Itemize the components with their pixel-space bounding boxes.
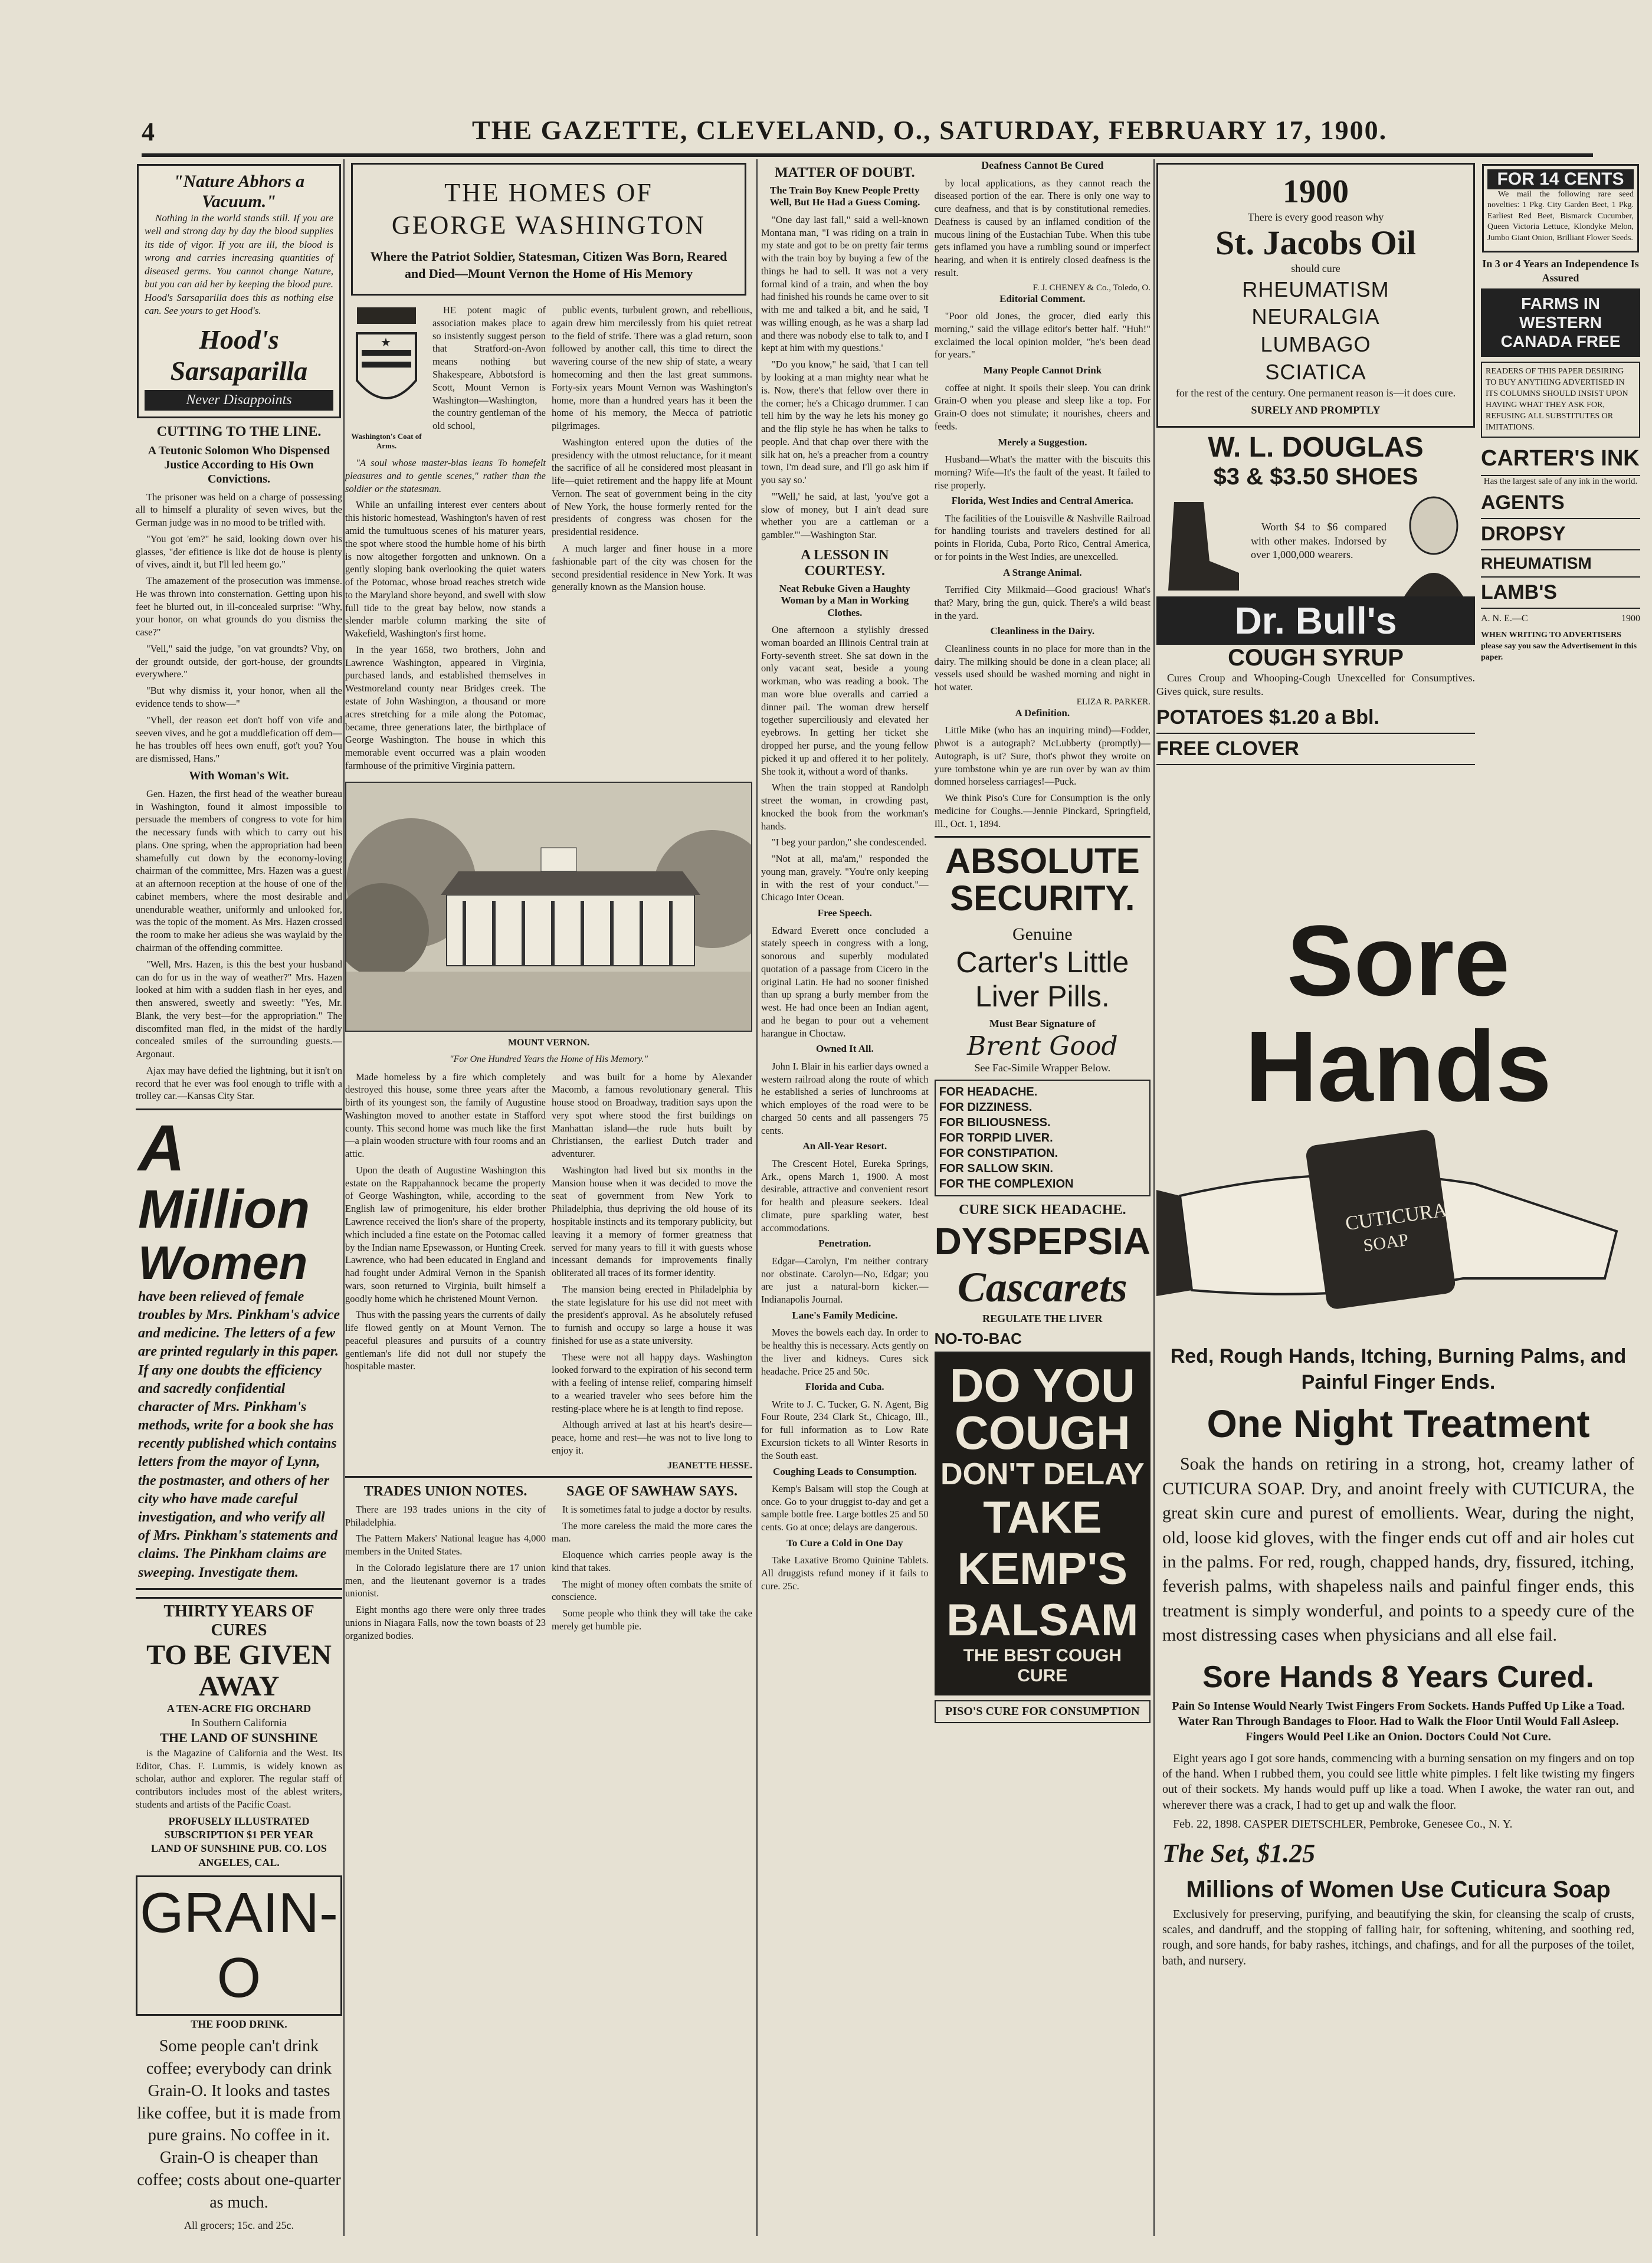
homes-title-line-2: GEORGE WASHINGTON: [391, 211, 706, 240]
genuine-line: Genuine: [1012, 924, 1073, 944]
anc-year: 1900: [1621, 613, 1640, 624]
item-head: Penetration.: [818, 1238, 871, 1249]
mount-vernon-image: [346, 783, 752, 1031]
readers-notice: READERS OF THIS PAPER DESIRING TO BUY ANYTHING ADVERTISED IN ITS COLUMNS SHOULD INSIST UPON HAVING WHAT THEY ASK FOR, REFUSING ALL SUBSTITUTES OR IMITATIONS.: [1481, 362, 1640, 438]
sage-item: The more careless the maid the more cares the man.: [552, 1520, 752, 1544]
article-paragraph: "A soul whose master-bias leans To homefelt pleasures and to gentle scenes," rather than the soldier or the statesman.: [345, 457, 546, 494]
land-sunshine-body: is the Magazine of California and the West. Its Editor, Chas. F. Lummis, is widely known as scholar, author and explorer. The regular staff of contributors includes most of the ablest writers, students and artists of the Pacific Coast.: [136, 1747, 342, 1810]
article-paragraph: The mansion being erected in Philadelphia by the state legislature for his use did not meet with the president's approval. As he absolutely refused to furnish and occupy so large a house it was finished for use as a state university.: [552, 1283, 752, 1346]
item-body: Husband—What's the matter with the biscuits this morning? Wife—It's the fault of the yeast. It failed to rise properly.: [934, 454, 1150, 491]
item-body: Cleanliness counts in no place for more than in the dairy. The milking should be done in a clean place; all vessels used should be washed morning and night in hot water.: [934, 642, 1150, 693]
clover-ad: FREE CLOVER: [1156, 734, 1475, 765]
homes-title-line-1: THE HOMES OF: [444, 178, 653, 207]
article-paragraph: One afternoon a stylishly dressed woman boarded an Illinois Central train at Forty-seventh street. She sat down in the only vacant seat, beside a young workman, who was reading a book. The man wore blue overalls and carried a dinner pail. The woman drew herself together superciliously and elevated her eyebrows. In getting her ticket she dropped her purse, and the young fellow picked it up and offered it to her politely. She took it, without a word of thanks.: [761, 624, 929, 777]
page-number: 4: [142, 117, 155, 146]
item-head: Free Speech.: [817, 907, 872, 919]
item-body: Moves the bowels each day. In order to be healthy this is necessary. Acts gently on the liver and kidneys. Cures sick headache. Price 25 and 50c.: [761, 1327, 929, 1377]
sage-headline: SAGE OF SAWHAW SAYS.: [566, 1483, 738, 1499]
column-rule: [756, 159, 758, 2236]
article-subhead: Neat Rebuke Given a Haughty Woman by a Man in Working Clothes.: [779, 582, 910, 618]
one-night-body: Soak the hands on retiring in a strong, hot, creamy lather of CUTICURA SOAP. Dry, and anoint freely with CUTICURA, the great skin cure and purest of emollients. Wear, during the night, old, loose kid gloves, with the finger ends cut off and air holes cut in the palms. For red, rough, chapped hands, dry, fissured, itching, feverish palms, with shapeless nails and painful finger ends, this treatment is simply wonderful, and points to a speedy cure of the most distressing cases when physicians and all else fail.: [1162, 1454, 1634, 1645]
homes-col-d: [552, 1071, 752, 1471]
column-rule: [343, 159, 345, 2236]
article-paragraph: "Vell," said the judge, "on vat groundts? Vhy, on der groundt outside, der gort-house, der groundts everywhere.": [136, 642, 342, 680]
mount-vernon-subcaption: "For One Hundred Years the Home of His Memory.": [449, 1054, 648, 1064]
item-body: Take Laxative Bromo Quinine Tablets. All druggists refund money if it fails to cure. 25c.: [761, 1554, 929, 1592]
red-rough-line: Red, Rough Hands, Itching, Burning Palms, and Painful Finger Ends.: [1170, 1345, 1627, 1394]
cuticura-ad: [1156, 909, 1640, 2236]
homes-col-b: [552, 304, 752, 775]
facsimile-line: See Fac-Simile Wrapper Below.: [974, 1061, 1111, 1074]
carters-ad: [935, 836, 1150, 1723]
column-3-split: [761, 159, 1150, 1723]
seed-ad: [1482, 164, 1639, 252]
dyspepsia-head: DYSPEPSIA: [934, 1220, 1150, 1263]
kemps-line-2: DON'T DELAY: [940, 1457, 1145, 1491]
hoods-tagline: Never Disappoints: [145, 390, 333, 411]
douglas-shoes: $3 & $3.50 SHOES: [1213, 463, 1418, 490]
item-body: by local applications, as they cannot reach the diseased portion of the ear. There is only one way to cure deafness, and that is by constitutional remedies. Deafness is caused by an inflamed condition of the mucous lining of the Eustachian Tube. When this tube gets inflamed you have a rumbling sound or imperfect hearing, and when it is entirely closed deafness is the result.: [934, 177, 1150, 278]
carters-ink-title: CARTER'S INK: [1481, 442, 1640, 476]
pisos-ad: PISO'S CURE FOR CONSUMPTION: [935, 1700, 1150, 1723]
column-4: [1156, 159, 1475, 1032]
column-5: [1481, 159, 1640, 1032]
column-rule: [1153, 159, 1155, 2236]
jacobs-ill: SCIATICA: [1265, 359, 1366, 384]
kemps-line-1: DO YOU COUGH: [949, 1359, 1135, 1459]
svg-text:SOAP: SOAP: [1362, 1229, 1410, 1256]
item-body: Write to J. C. Tucker, G. N. Agent, Big Four Route, 234 Clark St., Chicago, Ill., for full information as to Low Rate Excursion tickets to all Winter Resorts in the South east.: [761, 1398, 929, 1461]
item-body: John I. Blair in his earlier days owned a western railroad along the route of which he established a series of lunchrooms at which employes of the road were to be charged 50 cents and all passengers 75 cents.: [761, 1060, 929, 1136]
jacobs-ill: LUMBAGO: [1260, 332, 1371, 357]
article-paragraph: HE potent magic of association makes place to so insistently suggest person that Stratford-on-Avon means nothing but Shakespeare, Abbotsford is Scott, Mount Vernon is Washington—Washington, the country gentleman of the old school,: [432, 304, 546, 432]
pills-item: FOR SALLOW SKIN.: [939, 1162, 1053, 1176]
article-paragraph: "One day last fall," said a well-known Montana man, "I was riding on a train in my state and got to be on pretty fair terms with the train boy by buying a few of the things he had to sell. It was not a very formal kind of a train, and when the boy had finished his rounds he came over to sit with me and talked a bit, and he said, 'I was willing enough, as he was a sharp lad and there was nobody else to talk to, and I kept at him with my questions.': [761, 214, 929, 354]
item-head: A Strange Animal.: [1003, 566, 1082, 578]
illustrated-line: PROFUSELY ILLUSTRATED: [168, 1815, 310, 1827]
one-night-head: One Night Treatment: [1207, 1402, 1590, 1446]
column-3b: [935, 159, 1150, 1723]
grain-o-price: All grocers; 15c. and 25c.: [184, 2219, 294, 2231]
sore-8-years-head: Sore Hands 8 Years Cured.: [1202, 1659, 1594, 1694]
article-paragraph: A much larger and finer house in a more fashionable part of the city was chosen for the second presidential residence in New York. It was generally known as the Mansion house.: [552, 542, 752, 593]
item-body: The Crescent Hotel, Eureka Springs, Ark., opens March 1, 1900. A most desirable, attractive and convenient resort for health and pleasure seekers. Ideal climate, pure sparkling water, best accommodations.: [761, 1157, 929, 1234]
item-head: Florida and Cuba.: [805, 1381, 884, 1393]
item-head: Owned It All.: [815, 1043, 874, 1055]
homes-upper: [345, 304, 752, 775]
carters-signature: Brent Good: [966, 1031, 1118, 1061]
column-2: [345, 159, 752, 2236]
article-paragraph: "Not at all, ma'am," responded the young man, gravely. "You're only keeping in with the rest of your conduct."—Chicago Inter Ocean.: [761, 853, 929, 903]
independence-line: In 3 or 4 Years an Independence Is Assured: [1482, 258, 1639, 284]
hoods-ad: [137, 164, 341, 418]
so-cal-line: In Southern California: [191, 1716, 287, 1729]
article-paragraph: "But why dismiss it, your honor, when all the evidence tends to show—": [136, 685, 342, 709]
jacobs-name: St. Jacobs Oil: [1215, 224, 1416, 263]
lambs-ad: LAMB'S: [1481, 578, 1640, 609]
item-body: Terrified City Milkmaid—Good gracious! What's that? Mary, bring the gun, quick. There's a wild beast in the yard.: [934, 584, 1150, 621]
homes-col-a: [345, 304, 546, 775]
jacobs-tail: for the rest of the century. One permanent reason is—it does cure.: [1175, 386, 1456, 399]
coat-of-arms: [345, 304, 428, 457]
item-head: To Cure a Cold in One Day: [786, 1537, 903, 1549]
item-head: Florida, West Indies and Central America.: [951, 495, 1133, 507]
kemps-balsam-ad: [935, 1353, 1150, 1695]
article-paragraph: "'Well,' he said, at last, 'you've got a slow of money, but I ain't dead sure whether you are a cattleman or a gambler.'"—Washington Star.: [761, 490, 929, 541]
sage-item: The might of money often combats the smite of conscience.: [552, 1578, 752, 1603]
item-head: Coughing Leads to Consumption.: [772, 1465, 917, 1477]
pills-item: FOR THE COMPLEXION: [939, 1178, 1074, 1191]
article-subhead: The Train Boy Knew People Pretty Well, But He Had a Guess Coming.: [769, 185, 920, 208]
sage-notes: [552, 1478, 752, 1646]
article-headline: MATTER OF DOUBT.: [775, 165, 915, 181]
item-body: The facilities of the Louisville & Nashville Railroad for handling tourists and travelers destined for all points in Florida, Cuba, Porto Rico, Central America, or for points in the West Indies, are unexcelled.: [934, 512, 1150, 562]
trades-headline: TRADES UNION NOTES.: [363, 1483, 527, 1499]
homes-lower: [345, 1071, 752, 1471]
sore-hands-head: Sore Hands: [1245, 909, 1552, 1123]
potatoes-ad: POTATOES $1.20 a Bbl.: [1156, 703, 1475, 734]
article-paragraph: "You got 'em?" he said, looking down over his glasses, "der efitience is like dot de house is plenty of vives, aindt it, but I'll led heem go.": [136, 533, 342, 570]
article-headline: A LESSON IN COURTESY.: [801, 547, 889, 579]
women-word: Women: [138, 1236, 308, 1289]
item-signature: F. J. CHENEY & Co., Toledo, O.: [1032, 283, 1150, 293]
trades-notes: [345, 1478, 546, 1646]
writing-notice: WHEN WRITING TO ADVERTISERS please say you saw the Advertisement in this paper.: [1481, 630, 1637, 662]
article-subhead: A Teutonic Solomon Who Dispensed Justice According to His Own Convictions.: [148, 444, 330, 486]
sage-item: Some people who think they will take the cake merely get humble pie.: [552, 1608, 752, 1632]
article-paragraph: The prisoner was held on a charge of possessing all to himself a plurality of seven wives, but the German judge was in no mood to be trifled with.: [136, 491, 342, 529]
grain-o-body: Some people can't drink coffee; everybody can drink Grain-O. It looks and tastes like coffee, but it is made from pure grains. No coffee in it. Grain-O is cheaper than coffee; costs about one-quarter as much.: [137, 2037, 341, 2212]
article-paragraph: While an unfailing interest ever centers about this historic homestead, Washington's haven of rest amid the tumultuous scenes of his maturer years, the spot where stood the humble home of his birth is now altogether forgotten and unknown. On a gently sloping bank overlooking the quiet waters of the Potomac, whose broad reaches stretch wide to the Maryland shore beyond, and swell with slow full tide to the great bay below, now stands a slender marble column marking the site of Wakefield, Washington's first home.: [345, 499, 546, 639]
arms-row: [345, 304, 546, 457]
article-paragraph: and was built for a home by Alexander Macomb, a famous revolutionary general. This house stood on Broadway, tradition says upon the very spot where stood the first buildings on Manhattan island—the rude huts built by Christiansen, the earliest Dutch trader and adventurer.: [552, 1071, 752, 1160]
item-signature: ELIZA R. PARKER.: [1076, 697, 1150, 707]
thirty-years-head: THIRTY YEARS OF CURES: [136, 1597, 342, 1640]
article-paragraph: Although arrived at last at his heart's desire—peace, home and rest—he was not to live long to enjoy it.: [552, 1419, 752, 1456]
kemps-line-4: THE BEST COUGH CURE: [963, 1645, 1122, 1685]
hoods-body: Nothing in the world stands still. If you are well and strong day by day the blood supplies its tide of vigor. If you are ill, the blood is wrong and carries increasing quantities of diseased germs. You cannot change Nature, but you can aid her by keeping the blood pure. Hood's Sarsaparilla does this as nothing else can. See yours to get Hood's.: [145, 212, 333, 317]
article-paragraph: Thus with the passing years the currents of daily life flowed gently on at Mount Vernon. The peaceful pleasures and pursuits of a country gentleman's life did not dull nor stupefy the hospitable master.: [345, 1309, 546, 1372]
article-paragraph: "Vhell, der reason eet don't hoff von vife and seeven vives, and he got a muddlefication off dem—he has troubles off hees own enuff, got't you? You are dismissed, Hans.": [136, 714, 342, 765]
article-headline: CUTTING TO THE LINE.: [156, 424, 322, 440]
fig-orchard-line: A TEN-ACRE FIG ORCHARD: [166, 1703, 312, 1715]
column-3: [761, 159, 1150, 2236]
pills-item: FOR HEADACHE.: [939, 1085, 1038, 1099]
trades-item: The Pattern Makers' National league has 4,000 members in the United States.: [345, 1533, 546, 1557]
dr-bulls-body: Cures Croup and Whooping-Cough Unexcelled for Consumptives. Gives quick, sure results.: [1156, 671, 1475, 698]
masthead: THE GAZETTE, CLEVELAND, O., SATURDAY, FEBRUARY 17, 1900.: [472, 115, 1388, 145]
homes-col-c: [345, 1071, 546, 1471]
article-byline: JEANETTE HESSE.: [667, 1460, 752, 1471]
article-paragraph: "I beg your pardon," she condescended.: [772, 837, 927, 848]
cure-sick-line: CURE SICK HEADACHE.: [959, 1202, 1126, 1218]
item-head: A Definition.: [1015, 707, 1070, 719]
article-paragraph: Washington entered upon the duties of the presidency with the utmost reluctance, for it meant the sacrifice of all he considered most pleasant in life—quiet retirement and the happy life at Mount Vernon. The seat of government being in the city of New York, the house formerly rented for the presidents of congress was chosen for the presidential residence.: [552, 436, 752, 538]
coat-of-arms-icon: [345, 304, 428, 428]
svg-text:★: ★: [381, 336, 391, 350]
mount-vernon-caption: MOUNT VERNON.: [507, 1037, 590, 1048]
item-body: Edward Everett once concluded a stately speech in congress with a long, sonorous and superbly modulated quotation of a passage from Cicero in the original Latin. He had no sooner finished than up sprang a burly member from the west. He had once been an Indian agent, and he began to pour out a vehement harangue in Choctaw.: [761, 924, 929, 1039]
million-word: Million: [138, 1179, 310, 1240]
million-a: A: [138, 1112, 185, 1185]
carters-ink-sub: Has the largest sale of any ink in the world.: [1483, 477, 1638, 487]
pills-item: FOR DIZZINESS.: [939, 1101, 1032, 1114]
article-paragraph: When the train stopped at Randolph street the woman, in crowding past, knocked the book from the workman's hands.: [761, 782, 929, 832]
sage-item: Eloquence which carries people away is the kind that takes.: [552, 1549, 752, 1573]
item-body: "Poor old Jones, the grocer, died early this morning," said the village editor's better half. "Huh!" exclaimed the local opinion molder, "he's been dead for years.": [934, 310, 1150, 360]
cascarets-tag: REGULATE THE LIVER: [982, 1313, 1103, 1325]
portrait-icon: [1392, 490, 1475, 596]
seed-ad-body: We mail the following rare seed novelties: 1 Pkg. City Garden Beet, 1 Pkg. Earliest Red Beet, Bismarck Cucumber, Queen Victoria Lettuce, Klondyke Melon, Jumbo Giant Onion, Brilliant Flower Seeds.: [1487, 190, 1634, 242]
column-3a: [761, 159, 929, 1723]
pinkham-ad: [136, 1108, 342, 1590]
page-header: [142, 112, 1593, 157]
item-head: Cleanliness in the Dairy.: [990, 625, 1095, 637]
anc-code: A. N. E.—C: [1481, 613, 1528, 624]
jacobs-should: should cure: [1291, 263, 1340, 275]
article-paragraph: Washington had lived but six months in the Mansion house when it was decided to move the seat of government from New York to Philadelphia, thus depriving the old house of its hospitable instincts and its temporary publicity, but leaving it a memory of former greatness that served for many years to fill it with guests whose incessant demands for improvements finally obliterated all traces of its former identity.: [552, 1164, 752, 1279]
douglas-body: Worth $4 to $6 compared with other makes. Indorsed by over 1,000,000 wearers.: [1251, 520, 1386, 561]
jacobs-surely: SURELY AND PROMPTLY: [1251, 404, 1381, 416]
article-paragraph: "Well, Mrs. Hazen, is this the best your husband can do for us in the way of weather?" Mrs. Hazen looked at him with a sudden flash in her eyes, and then answered, sweetly and sweetly: "Yes, Mr. Blank, the very best—for the appropriation." The discomfited man fled, in the midst of the hardly concealed smiles of the surrounding guests.—Argonaut.: [136, 958, 342, 1060]
sore-8-years-body: Eight years ago I got sore hands, commencing with a burning sensation on my fingers and on top of the hand. When I rubbed them, you could see little white pimples. I felt like twisting my fingers out of their sockets. My hands would puff up like a toad. When I awoke, the water ran out, and wherever there was a crack, I had to get up and walk the floor.: [1162, 1752, 1634, 1812]
millions-head: Millions of Women Use Cuticura Soap: [1186, 1876, 1611, 1903]
jacobs-year: 1900: [1283, 173, 1349, 210]
article-paragraph: In the year 1658, two brothers, John and Lawrence Washington, appeared in Virginia, purchased lands, and established themselves in Westmoreland county near Bridges creek. The estate of John Washington, a thousand or more acres stretching for a mile along the Potomac, became, three generations later, the birthplace of George Washington. The house in which this memorable event occurred was a plain wooden farmhouse of the primitive Virginia pattern.: [345, 644, 546, 771]
arms-caption: Washington's Coat of Arms.: [351, 432, 422, 451]
mount-vernon-illustration: [345, 782, 752, 1032]
article-paragraph: "Do you know," he said, 'that I can tell by looking at a man mighty near what he is. Now, there's that fellow over there in the corner; he's a Chicago drummer. I can tell him by the way he lets his money go and the flip style he has when he talks to people. And that chap over there with the silk hat on, he's a preacher from a country town, I'm dead sure, and I'll go ask him if you say so.': [761, 359, 929, 486]
item-body: Little Mike (who has an inquiring mind)—Fodder, phwot is a autograph? McLubberty (promptly)—Autograph, is ut? Sure, thot's phwot they wroite on yure tombstone whin ye are run over by wan av thim domned horseless carriages!—Puck.: [934, 724, 1150, 788]
article-paragraph: These were not all happy days. Washington looked forward to the expiration of his second term with a feeling of intense relief, comparing himself to a wearied traveler who sees before him the resting-place where he is at length to find repose.: [552, 1351, 752, 1414]
kemps-line-3: TAKE KEMP'S BALSAM: [946, 1492, 1139, 1645]
douglas-title: W. L. DOUGLAS: [1208, 431, 1424, 463]
jacobs-intro: There is every good reason why: [1247, 211, 1384, 223]
hand-with-soap-icon: [1156, 1125, 1640, 1337]
absolute-security: ABSOLUTE SECURITY.: [945, 841, 1140, 919]
set-head: The Set, $1.25: [1162, 1838, 1316, 1868]
land-sunshine-title: THE LAND OF SUNSHINE: [160, 1730, 318, 1746]
item-body: We think Piso's Cure for Consumption is the only medicine for Coughs.—Jennie Pinckard, Springfield, Ill., Oct. 1, 1894.: [934, 792, 1150, 829]
article-subhead: With Woman's Wit.: [189, 769, 289, 782]
article-paragraph: Upon the death of Augustine Washington this estate on the Rappahannock became the property of George Washington, while, according to the English law of primogeniture, his elder brother Lawrence received the lion's share of the property, which included a fine estate on the Potomac called by the Indian name Epsewasson, or Hunting Creek. Lawrence, who had been educated in England and had fought under Admiral Vernon in the Spanish wars, soon returned to Virginia, built himself a goodly home which he christened Mount Vernon.: [345, 1164, 546, 1304]
pills-item: FOR BILIOUSNESS.: [939, 1116, 1051, 1130]
subscription-line: SUBSCRIPTION $1 PER YEAR: [164, 1828, 314, 1841]
grain-o-sub: THE FOOD DRINK.: [191, 2018, 287, 2031]
st-jacobs-ad: [1156, 163, 1475, 428]
trades-item: Eight months ago there were only three trades unions in Niagara Falls, now the town boasts of 23 organized bodies.: [345, 1604, 546, 1641]
pills-item: FOR TORPID LIVER.: [939, 1132, 1053, 1145]
grain-o-logo: GRAIN-O: [136, 1875, 342, 2016]
trades-item: In the Colorado legislature there are 17 union men, and the lieutenant governor is a trades unionist.: [345, 1562, 546, 1599]
millions-body: Exclusively for preserving, purifying, and beautifying the skin, for cleansing the scalp of crusts, scales, and dandruff, and the stopping of falling hair, for softening, whitening, and soothing red, rough, and sore hands, for baby rashes, itchings, and chafings, and for all the purposes of the toilet, bath, and nursery.: [1162, 1907, 1634, 1967]
agents-ad: AGENTS: [1481, 488, 1640, 519]
jacobs-ill: RHEUMATISM: [1242, 277, 1389, 301]
must-bear-line: Must Bear Signature of: [989, 1018, 1096, 1030]
item-head: Merely a Suggestion.: [998, 436, 1087, 448]
homes-deck: Where the Patriot Soldier, Statesman, Citizen Was Born, Reared and Died—Mount Vernon the Home of His Memory: [370, 249, 727, 281]
item-body: coffee at night. It spoils their sleep. You can drink Grain-O when you please and sleep like a top. For Grain-O does not stimulate; it nourishes, cheers and feeds.: [934, 382, 1150, 432]
item-head: Deafness Cannot Be Cured: [981, 159, 1104, 171]
item-head: An All-Year Resort.: [802, 1140, 887, 1152]
hoods-quote: "Nature Abhors a Vacuum.": [173, 172, 305, 211]
rheu-ad: RHEUMATISM: [1481, 550, 1640, 578]
hand-illustration: [1156, 1125, 1640, 1337]
pills-item: FOR CONSTIPATION.: [939, 1147, 1058, 1160]
bottom-notes: [345, 1476, 752, 1646]
anc-line: [1481, 614, 1640, 624]
jacobs-ill: NEURALGIA: [1251, 304, 1380, 329]
item-body: Edgar—Carolyn, I'm neither contrary nor obstinate. Carolyn—No, Edgar; you are just a natural-born kicker.—Indianapolis Journal.: [761, 1255, 929, 1306]
give-away-head: TO BE GIVEN AWAY: [146, 1639, 332, 1702]
item-head: Editorial Comment.: [999, 293, 1086, 304]
farms-ad: FARMS IN WESTERN CANADA FREE: [1481, 288, 1640, 357]
douglas-row: [1156, 490, 1475, 596]
seed-ad-title: FOR 14 CENTS: [1487, 169, 1634, 189]
sore-8-years-signature: Feb. 22, 1898. CASPER DIETSCHLER, Pembroke, Genesee Co., N. Y.: [1173, 1818, 1513, 1831]
column-1: [136, 159, 342, 2236]
no-to-bac: NO-TO-BAC: [935, 1326, 1150, 1353]
dr-bulls-sub: COUGH SYRUP: [1228, 644, 1404, 671]
dropsy-ad: DROPSY: [1481, 519, 1640, 550]
sore-8-years-sub: Pain So Intense Would Nearly Twist Fingers From Sockets. Hands Puffed Up Like a Toad. Water Ran Through Bandages to Floor. Had to Walk the Floor Until Would Fall Asleep. Fingers Would Peel Like an Onion. Doctors Could Not Cure.: [1172, 1699, 1625, 1744]
hoods-logo: Hood's Sarsaparilla: [170, 324, 308, 386]
article-paragraph: public events, turbulent grown, and rebellious, again drew him mercilessly from his quiet retreat to the field of strife. There was a glad return, soon followed by another call, this time to direct the wavering course of the new ship of state, a weary homecoming and then the last great summons. Forty-six years Mount Vernon was Washington's home, more than a hundred years has it been the home of his memory, the Mecca of patriotic pilgrimages.: [552, 304, 752, 432]
cascarets-logo: Cascarets: [957, 1264, 1127, 1311]
carters-pills-title: Carter's Little Liver Pills.: [956, 946, 1129, 1013]
svg-text:CUTICURA: CUTICURA: [1343, 1199, 1449, 1235]
article-paragraph: Gen. Hazen, the first head of the weather bureau in Washington, found it almost impossible to persuade the members of congress to vote for him the necessary funds with which to carry out his plans. One spring, when the appropriation had been shamefully cut down by the economy-loving chairman of the committee, Mrs. Hazen was a guest at an afternoon reception at the house of one of the cabinet members, where the most desirable and unendurable weather, uniformly and unlooked for, was the topic of the moment. As Mrs. Hazen crossed the room to make her adieus she was waylaid by the chairman of the offending committee.: [136, 788, 342, 953]
article-paragraph: Ajax may have defied the lightning, but it isn't on record that he ever was fool enough to trifle with a trolley car.—Kansas City Star.: [136, 1064, 342, 1102]
article-paragraph: Made homeless by a fire which completely destroyed this house, some three years after the birth of its youngest son, the family of Augustine Washington moved to another estate in Stafford county. This second home was much like the first—a plain wooden structure with four rooms and an attic.: [345, 1071, 546, 1160]
shoe-icon: [1156, 490, 1245, 596]
trades-item: There are 193 trades unions in the city of Philadelphia.: [345, 1503, 546, 1528]
homes-title-box: [351, 163, 746, 296]
pinkham-body: have been relieved of female troubles by Mrs. Pinkham's advice and medicine. The letters of a few are printed regularly in this paper. If any one doubts the efficiency and sacredly confidential character of Mrs. Pinkham's methods, write for a book she has recently published which contains letters from the mayor of Lynn, the postmaster, and others of her city who have made careful investigation, and who verify all of Mrs. Pinkham's statements and claims. The Pinkham claims are sweeping. Investigate them.: [138, 1288, 340, 1580]
item-head: Many People Cannot Drink: [983, 365, 1102, 376]
item-head: Lane's Family Medicine.: [792, 1309, 898, 1321]
publisher-line: LAND OF SUNSHINE PUB. CO. LOS ANGELES, CAL.: [151, 1842, 327, 1868]
carters-list: [935, 1080, 1150, 1196]
dr-bulls-title: Dr. Bull's: [1156, 596, 1475, 645]
item-body: Kemp's Balsam will stop the Cough at once. Go to your druggist to-day and get a sample bottle free. Large bottles 25 and 50 cents. Go at once; delays are dangerous.: [761, 1483, 929, 1533]
article-paragraph: The amazement of the prosecution was immense. He was thrown into consternation. Getting upon his feet he blurted out, in ill-concealed surprise: "Why, your honor, on what grounds do you dismiss the case?": [136, 575, 342, 638]
sage-item: It is sometimes fatal to judge a doctor by results.: [562, 1503, 752, 1515]
